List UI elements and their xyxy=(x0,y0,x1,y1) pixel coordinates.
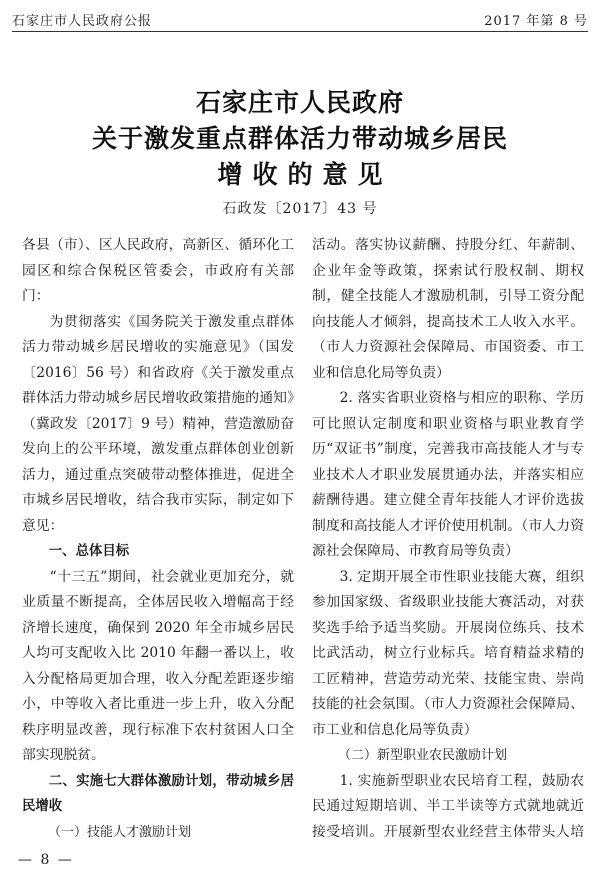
body-paragraph: 1. 实施新型职业农民培育工程，鼓励农民通过短期培训、半工半读等方式就地就近接受培训。开展新型农业经营主体带头人培 xyxy=(312,772,584,840)
subsection-heading-2: （二）新型职业农民激励计划 xyxy=(338,748,508,763)
header-issue-number: 2017 年第 8 号 xyxy=(484,14,588,29)
goal-paragraph: “十三五”期间，社会就业更加充分，就业质量不断提高，全体居民收入增幅高于经济增长速度，确保到 2020 年全市城乡居民人均可支配收入比 2010 年翻一番以上，收入分配格局更加合理，收入分配差距逐步缩小，中等收入者比重进一步上升，收入分配秩序明显改善，现行标准下农村贫困人口全部实现脱贫。 xyxy=(22,568,294,763)
left-column xyxy=(22,233,294,845)
right-column xyxy=(312,233,584,845)
title-line-2: 关于激发重点群体活力带动城乡居民 xyxy=(91,124,508,153)
header-publication-name: 石家庄市人民政府公报 xyxy=(12,14,153,29)
section-heading-2: 二、实施七大群体激励计划，带动城乡居民增收 xyxy=(22,773,294,814)
page-number: — 8 — xyxy=(18,852,74,868)
section-heading-1: 一、总体目标 xyxy=(48,544,130,559)
header-rule xyxy=(12,31,588,32)
intro-paragraph: 为贯彻落实《国务院关于激发重点群体活力带动城乡居民增收的实施意见》（国发〔2016〕56 号）和省政府《关于激发重点群体活力带动城乡居民增收政策措施的通知》（冀政发〔2017〕9 号）精神，营造激励奋发向上的公平环境，激发重点群体创业创新活力，通过重点突破带动整体推进，促进全市城乡居民增收，结合我市实际，制定如下意见： xyxy=(22,313,294,534)
title-line-3: 增收的意见 xyxy=(217,160,393,189)
body-paragraph: 2. 落实省职业资格与相应的职称、学历可比照认定制度和职业资格与职业教育学历“双证书”制度，完善我市高技能人才与专业技术人才职业发展贯通办法，并落实相应薪酬待遇。建立健全青年技能人才评价选拔制度和高技能人才评价使用机制。（市人力资源社会保障局、市教育局等负责） xyxy=(312,390,584,559)
running-header xyxy=(12,6,588,30)
continued-paragraph: 活动。落实协议薪酬、持股分红、年薪制、企业年金等政策，探索试行股权制、期权制，健全技能人才激励机制，引导工资分配向技能人才倾斜，提高技术工人收入水平。（市人力资源社会保障局、市国资委、市工业和信息化局等负责） xyxy=(312,237,584,381)
title-line-1: 石家庄市人民政府 xyxy=(195,88,404,117)
body-paragraph: 3. 定期开展全市性职业技能大赛，组织参加国家级、省级职业技能大赛活动，对获奖选手给予适当奖励。开展岗位练兵、技术比武活动，树立行业标兵。培育精益求精的工匠精神，营造劳动光荣、技能宝贵、崇尚技能的社会氛围。（市人力资源社会保障局、市工业和信息化局等负责） xyxy=(312,568,584,738)
subsection-heading-1: （一）技能人才激励计划 xyxy=(48,824,192,840)
addressee-paragraph: 各县（市）、区人民政府，高新区、循环化工园区和综合保税区管委会，市政府有关部门： xyxy=(22,237,294,304)
document-number: 石政发〔2017〕43 号 xyxy=(222,201,378,217)
